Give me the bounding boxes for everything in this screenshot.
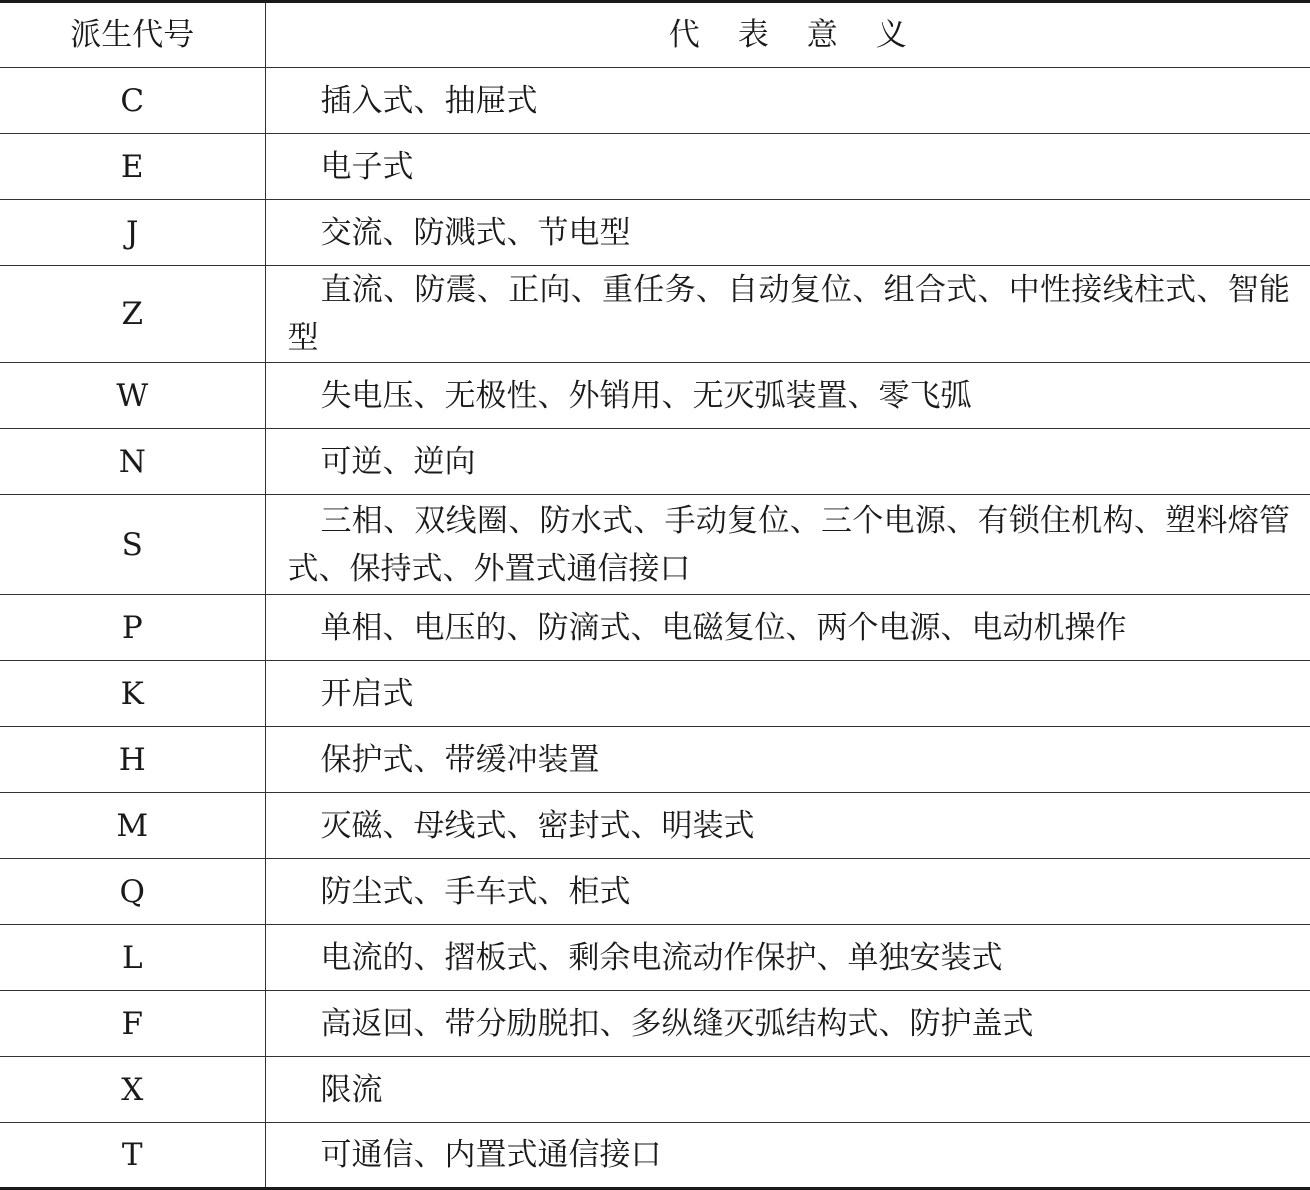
row-meaning: 插入式、抽屉式: [265, 68, 1310, 134]
row-meaning: 失电压、无极性、外销用、无灭弧装置、零飞弧: [265, 363, 1310, 429]
row-code: H: [0, 727, 265, 793]
row-code: S: [0, 495, 265, 595]
table-row: [0, 266, 1310, 363]
row-code: E: [0, 134, 265, 200]
header-meaning: 代表意义: [265, 2, 1310, 68]
row-code: N: [0, 429, 265, 495]
row-meaning: 直流、防震、正向、重任务、自动复位、组合式、中性接线柱式、智能型: [265, 266, 1310, 363]
row-meaning: 三相、双线圈、防水式、手动复位、三个电源、有锁住机构、塑料熔管式、保持式、外置式通信接口: [265, 495, 1310, 595]
table-row: [0, 68, 1310, 134]
table-row: [0, 925, 1310, 991]
row-code: T: [0, 1123, 265, 1189]
table-row: [0, 200, 1310, 266]
row-meaning: 电子式: [265, 134, 1310, 200]
row-code: L: [0, 925, 265, 991]
table-row: [0, 661, 1310, 727]
row-code: K: [0, 661, 265, 727]
row-code: M: [0, 793, 265, 859]
row-meaning: 高返回、带分励脱扣、多纵缝灭弧结构式、防护盖式: [265, 991, 1310, 1057]
row-meaning: 保护式、带缓冲装置: [265, 727, 1310, 793]
row-meaning: 限流: [265, 1057, 1310, 1123]
table-row: [0, 727, 1310, 793]
row-code: Z: [0, 266, 265, 363]
row-code: J: [0, 200, 265, 266]
header-code: 派生代号: [0, 2, 265, 68]
row-meaning: 开启式: [265, 661, 1310, 727]
table-row: [0, 991, 1310, 1057]
table-row: [0, 363, 1310, 429]
row-meaning: 可逆、逆向: [265, 429, 1310, 495]
table-row: [0, 134, 1310, 200]
row-meaning: 电流的、摺板式、剩余电流动作保护、单独安装式: [265, 925, 1310, 991]
table-row: [0, 595, 1310, 661]
row-code: W: [0, 363, 265, 429]
table-row: [0, 1057, 1310, 1123]
row-code: F: [0, 991, 265, 1057]
row-code: C: [0, 68, 265, 134]
row-meaning: 单相、电压的、防滴式、电磁复位、两个电源、电动机操作: [265, 595, 1310, 661]
header-row: [0, 2, 1310, 68]
row-code: X: [0, 1057, 265, 1123]
row-code: P: [0, 595, 265, 661]
table-row: [0, 1123, 1310, 1189]
row-code: Q: [0, 859, 265, 925]
row-meaning: 灭磁、母线式、密封式、明装式: [265, 793, 1310, 859]
table-row: [0, 859, 1310, 925]
row-meaning: 可通信、内置式通信接口: [265, 1123, 1310, 1189]
table-row: [0, 793, 1310, 859]
row-meaning: 交流、防溅式、节电型: [265, 200, 1310, 266]
table-row: [0, 495, 1310, 595]
table-row: [0, 429, 1310, 495]
row-meaning: 防尘式、手车式、柜式: [265, 859, 1310, 925]
